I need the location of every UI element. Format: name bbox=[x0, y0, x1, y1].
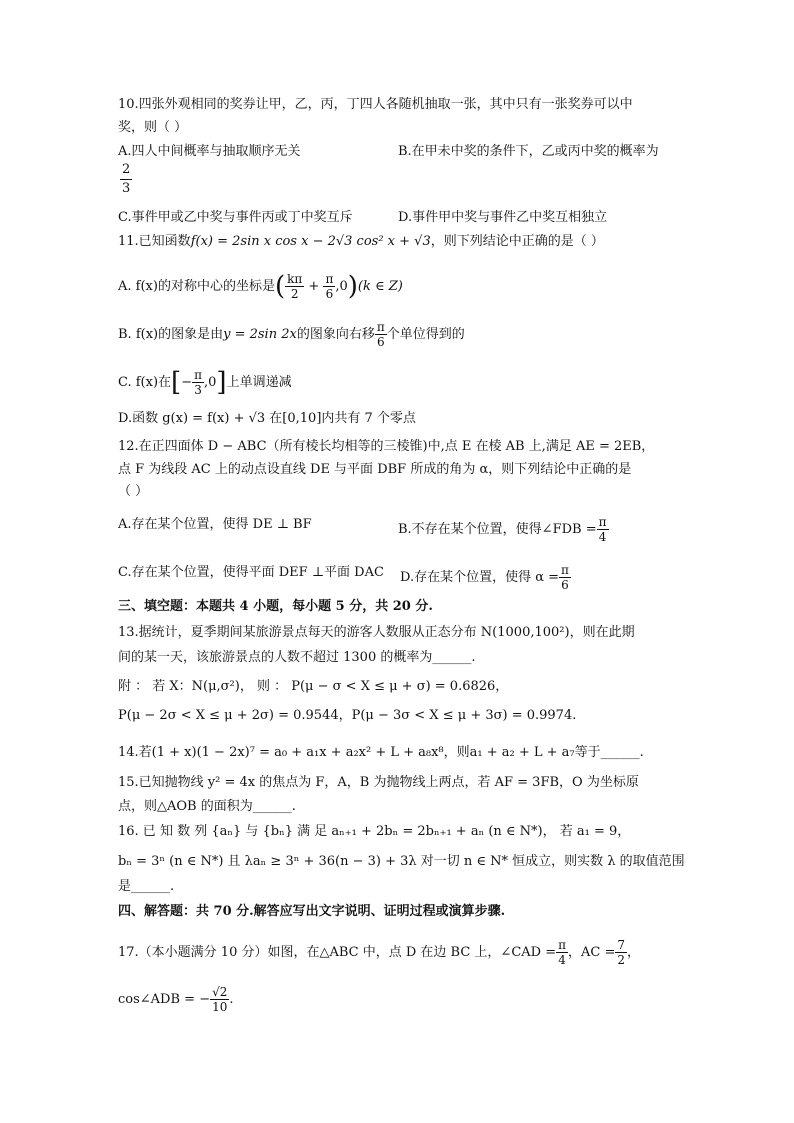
q11-stem-prefix: 11.已知函数 bbox=[118, 234, 191, 249]
q11-stem bbox=[118, 232, 604, 252]
fraction-numerator: π bbox=[194, 368, 202, 382]
q15-line2: 点，则△AOB 的面积为______. bbox=[118, 799, 296, 814]
fraction-denominator: 6 bbox=[376, 335, 385, 349]
fraction-denominator: 4 bbox=[558, 953, 566, 967]
fraction-denominator: 3 bbox=[122, 181, 131, 196]
q11-option-c: C. f(x)在[− $\frac{\pi}{3}$ ,0]上单调递减 bbox=[118, 367, 292, 398]
q11-stem-suffix: ，则下列结论中正确的是（ ） bbox=[430, 234, 604, 249]
q12-stem-line2: 点 F 为线段 AC 上的动点设直线 DE 与平面 DBF 所成的角为 α，则下列结论中正确的是 bbox=[118, 462, 632, 477]
q11-function: f(x) = 2sin x cos x − 2√3 cos² x + √3 bbox=[190, 234, 431, 249]
q12-d-prefix: D.存在某个位置，使得 α = bbox=[400, 570, 560, 585]
q10-option-b: B.在甲未中奖的条件下，乙或丙中奖的概率为 bbox=[398, 144, 659, 159]
q11-option-b bbox=[118, 320, 465, 349]
section-4-heading: 四、解答题：共 70 分.解答应写出文字说明、证明过程或演算步骤. bbox=[118, 904, 506, 919]
q12-stem-line1: 12.在正四面体 D − ABC（所有棱长均相等的三棱锥)中,点 E 在棱 AB 上,满足 AE = 2EB， bbox=[118, 439, 655, 454]
q17-cos-suffix: . bbox=[229, 992, 234, 1007]
fraction-numerator: π bbox=[325, 272, 334, 286]
q10-option-a: A.四人中间概率与抽取顺序无关 bbox=[118, 144, 301, 159]
right-bracket: ] bbox=[216, 367, 227, 398]
fraction-denominator: 10 bbox=[212, 1000, 228, 1014]
fraction-denominator: 2 bbox=[290, 287, 299, 301]
fraction-denominator: 3 bbox=[194, 383, 202, 397]
fraction-numerator: π bbox=[598, 515, 607, 529]
q17-line2 bbox=[118, 985, 234, 1014]
q11-b-middle: 的图象向右移 bbox=[296, 327, 375, 342]
q13-line4: P(μ − 2σ < X ≤ μ + 2σ) = 0.9544，P(μ − 3σ < X ≤ μ + 3σ) = 0.9974. bbox=[118, 708, 577, 723]
q11-a-suffix: (k ∈ Z) bbox=[357, 279, 403, 294]
q12-option-d bbox=[400, 563, 571, 592]
q15-line1: 15.已知抛物线 y² = 4x 的焦点为 F，A，B 为抛物线上两点，若 AF = 3FB，O 为坐标原 bbox=[118, 775, 639, 790]
fraction-numerator: √2 bbox=[212, 985, 228, 999]
q10-option-c: C.事件甲或乙中奖与事件丙或丁中奖互斥 bbox=[118, 210, 353, 225]
q17-suffix: ， bbox=[627, 945, 641, 960]
fraction-denominator: 6 bbox=[561, 578, 569, 592]
q17-line1 bbox=[118, 938, 640, 967]
q10-stem-line1: 10.四张外观相同的奖券让甲，乙，丙，丁四人各随机抽取一张，其中只有一张奖券可以中 bbox=[118, 97, 633, 112]
q11-c-prefix: C. f(x)在 bbox=[118, 375, 172, 390]
right-paren: ) bbox=[347, 271, 358, 302]
q17-cos-prefix: cos∠ADB = − bbox=[118, 992, 211, 1007]
q13-line1: 13.据统计，夏季期间某旅游景点每天的游客人数服从正态分布 N(1000,100²)，则在此期 bbox=[118, 625, 635, 640]
q11-b-suffix: 个单位得到的 bbox=[386, 327, 465, 342]
q17-middle: ，AC = bbox=[568, 945, 616, 960]
q11-b-prefix: B. f(x)的图象是由 bbox=[118, 327, 224, 342]
fraction-numerator: kπ bbox=[287, 272, 303, 286]
q17-prefix: 17.（本小题满分 10 分）如图，在△ABC 中，点 D 在边 BC 上，∠CAD = bbox=[118, 945, 557, 960]
q11-option-a: A. f(x)的对称中心的坐标是( $\frac{k\pi}{2}$ + $\frac{\pi}{6}$ ,0)(k ∈ Z) bbox=[118, 271, 403, 302]
fraction-numerator: π bbox=[561, 563, 569, 577]
q14-line1: 14.若(1 + x)(1 − 2x)⁷ = a₀ + a₁x + a₂x² + L + a₈x⁸，则a₁ + a₂ + L + a₇等于______. bbox=[118, 745, 644, 760]
q12-option-a: A.存在某个位置，使得 DE ⊥ BF bbox=[118, 517, 312, 532]
q11-a-prefix: A. f(x)的对称中心的坐标是 bbox=[118, 279, 275, 294]
q11-b-function: y = 2sin 2x bbox=[223, 327, 297, 342]
left-paren: ( bbox=[274, 271, 286, 302]
q12-stem-line3: （ ） bbox=[118, 484, 149, 499]
q10-option-b-fraction bbox=[120, 161, 132, 198]
q11-option-d: D.函数 g(x) = f(x) + √3 在[0,10]内共有 7 个零点 bbox=[118, 411, 416, 426]
q16-line1: 16. 已 知 数 列 {aₙ} 与 {bₙ} 满 足 aₙ₊₁ + 2bₙ = 2bₙ₊₁ + aₙ (n ∈ N*)， 若 a₁ = 9， bbox=[118, 824, 631, 839]
left-bracket: [ bbox=[171, 367, 182, 398]
q12-option-c: C.存在某个位置，使得平面 DEF ⊥平面 DAC bbox=[118, 565, 384, 580]
q16-line2: bₙ = 3ⁿ (n ∈ N*) 且 λaₙ ≥ 3ⁿ + 36(n − 3) + 3λ 对一切 n ∈ N* 恒成立，则实数 λ 的取值范围 bbox=[118, 854, 685, 869]
fraction-denominator: 6 bbox=[325, 287, 334, 301]
fraction-denominator: 4 bbox=[598, 530, 607, 544]
fraction-denominator: 2 bbox=[617, 953, 626, 967]
q12-b-prefix: B.不存在某个位置，使得∠FDB = bbox=[398, 522, 597, 537]
q13-line3: 附 ： 若 X：N(μ,σ²)， 则 ： P(μ − σ < X ≤ μ + σ) = 0.6826， bbox=[118, 679, 509, 694]
fraction-numerator: π bbox=[558, 938, 566, 952]
q13-line2: 间的某一天，该旅游景点的人数不超过 1300 的概率为______. bbox=[118, 650, 476, 665]
fraction-numerator: π bbox=[376, 320, 385, 334]
section-3-heading: 三、填空题：本题共 4 小题，每小题 5 分，共 20 分. bbox=[118, 599, 433, 614]
fraction-numerator: 2 bbox=[120, 161, 132, 180]
fraction-numerator: 7 bbox=[617, 938, 626, 952]
q11-c-suffix: 上单调递减 bbox=[226, 375, 292, 390]
q10-option-d: D.事件甲中奖与事件乙中奖互相独立 bbox=[398, 210, 608, 225]
q10-stem-line2: 奖，则（ ） bbox=[118, 120, 188, 135]
q16-line3: 是______. bbox=[118, 879, 175, 894]
q12-option-b bbox=[398, 515, 609, 544]
